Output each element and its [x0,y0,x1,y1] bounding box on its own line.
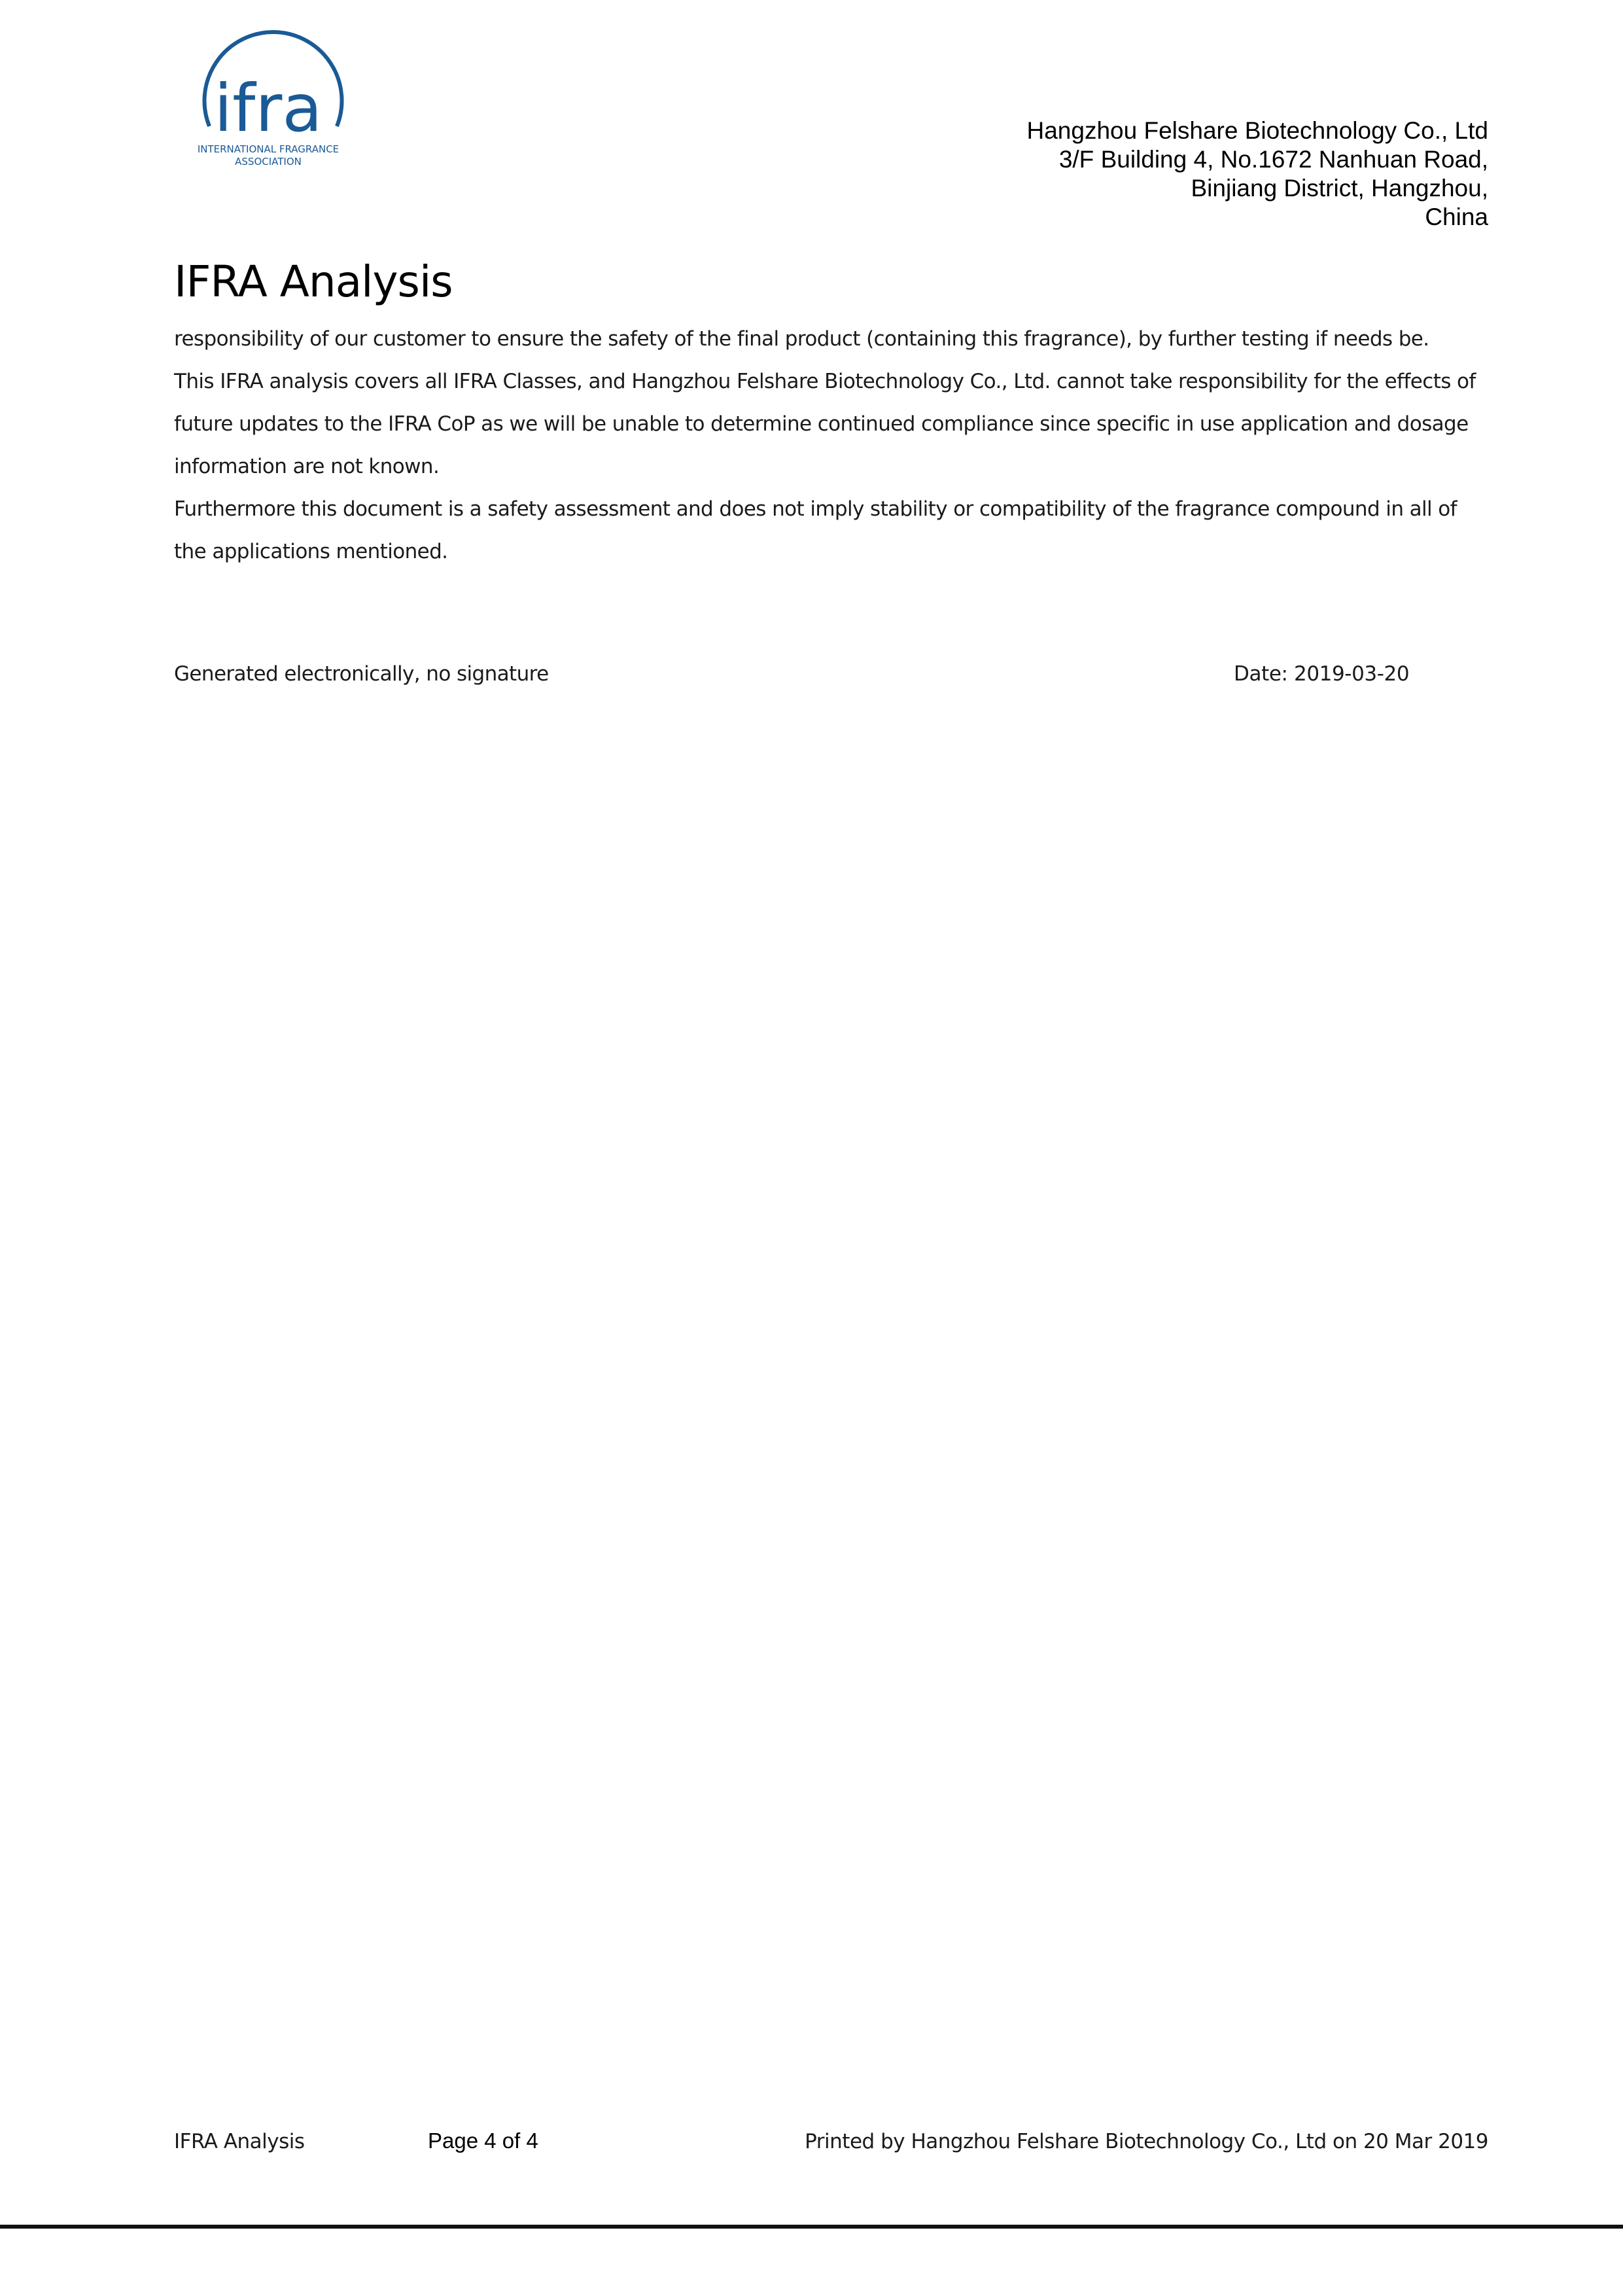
paragraph-line: the applications mentioned. [174,540,448,563]
ifra-logo [183,12,357,172]
footer-doc-name: IFRA Analysis [174,2130,305,2153]
company-address-block [769,116,1488,232]
address-line-1: 3/F Building 4, No.1672 Nanhuan Road, [1058,146,1488,173]
address-country: China [1425,203,1488,230]
ifra-logo-icon [183,12,357,172]
footer-printed-by: Printed by Hangzhou Felshare Biotechnology Co., Ltd on 20 Mar 2019 [805,2130,1488,2153]
footer-page-number: Page 4 of 4 [428,2128,538,2153]
logo-tagline-line1: INTERNATIONAL FRAGRANCE [197,143,340,155]
paragraph-line: Furthermore this document is a safety assessment and does not imply stability or compatibility of the fragrance compound in all of [174,497,1457,521]
logo-tagline-line2: ASSOCIATION [235,156,302,168]
document-date: Date: 2019-03-20 [1234,662,1410,686]
logo-wordmark: ifra [214,70,323,147]
paragraph-line: responsibility of our customer to ensure the safety of the final product (containing this fragrance), by further testing if needs be. [174,327,1429,351]
address-line-2: Binjiang District, Hangzhou, [1191,175,1488,202]
signature-note: Generated electronically, no signature [174,662,549,686]
page-title: IFRA Analysis [174,256,453,307]
company-name: Hangzhou Felshare Biotechnology Co., Ltd [1026,117,1488,144]
paragraph-line: information are not known. [174,455,440,478]
disclaimer-text [174,318,1495,573]
paragraph-line: This IFRA analysis covers all IFRA Classes, and Hangzhou Felshare Biotechnology Co., Ltd. cannot take responsibility for the effects of [174,370,1476,393]
footer-divider [0,2225,1623,2229]
paragraph-line: future updates to the IFRA CoP as we will be unable to determine continued compliance since specific in use application and dosage [174,412,1469,436]
